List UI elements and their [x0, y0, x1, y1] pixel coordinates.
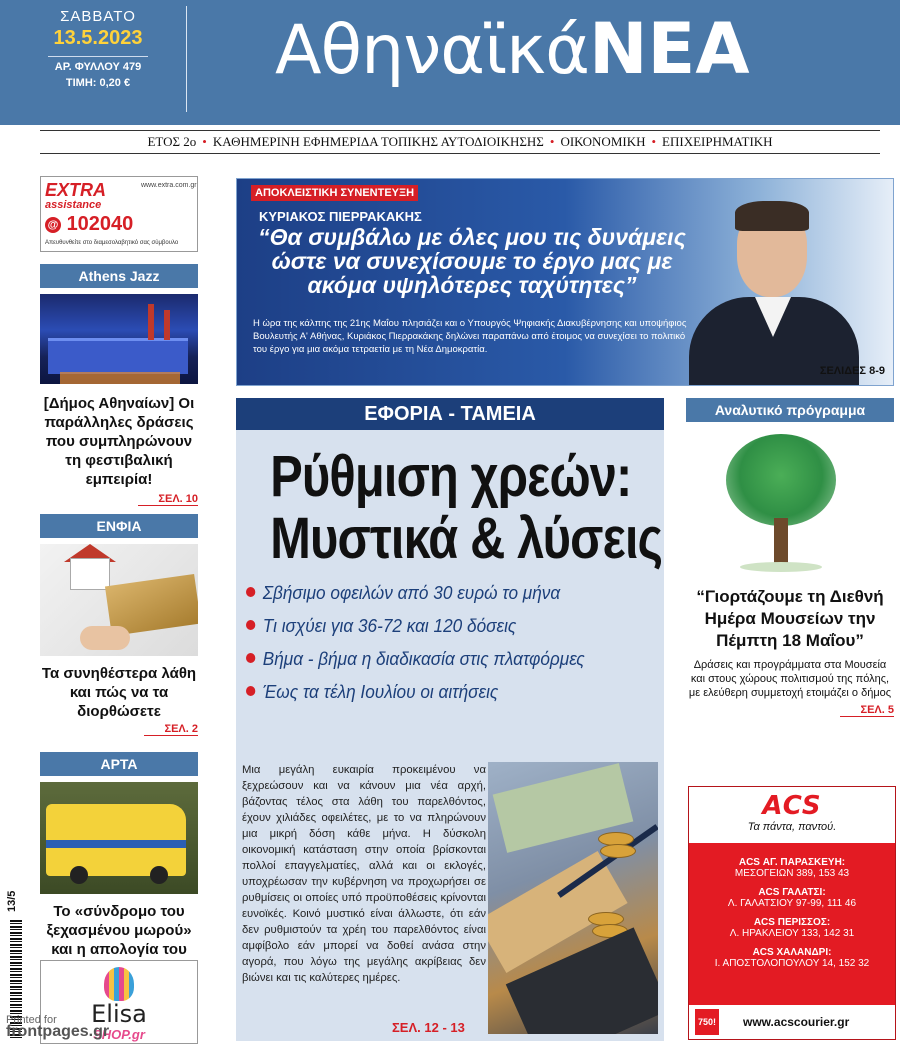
acs-slogan: Τα πάντα, παντού. [747, 821, 837, 833]
issue-number: ΑΡ. ΦΥΛΛΟΥ 479 [54, 61, 142, 73]
store-address: Λ. ΓΑΛΑΤΣΙΟΥ 97-99, 111 46 [727, 898, 857, 909]
interview-body: Η ώρα της κάλπης της 21ης Μαΐου πλησιάζει και ο Υπουργός Ψηφιακής Διακυβέρνησης και υποψήφιος Βουλευτής Α' Αθήνας, Κυριάκος Πιερρακάκης δηλώνει παραπάνω από έτοιμος να συνεχίσει το πολιτικό του έργο για μια ακόμα τετραετία με τη Νέα Δημοκρατία. [253, 318, 687, 355]
date-divider [48, 56, 148, 57]
store-address: Ι. ΑΠΟΣΤΟΛΟΠΟΥΛΟΥ 14, 152 32 [714, 958, 870, 969]
store-name: ACS ΓΑΛΑΤΣΙ: [758, 887, 826, 898]
acs-footer [689, 1005, 895, 1039]
section-header: Athens Jazz [40, 264, 198, 288]
section-header: ΕΝΦΙΑ [40, 514, 198, 538]
issue-price: ΤΙΜΗ: 0,20 € [65, 77, 131, 89]
bullet-item [246, 609, 635, 642]
page-ref-text: ΣΕΛ. 2 [144, 723, 198, 736]
tree-trunk [774, 518, 788, 564]
wheel-shape [70, 866, 88, 884]
store-name: ACS ΑΓ. ΠΑΡΑΣΚΕΥΗ: [738, 857, 846, 868]
page-ref [40, 723, 198, 735]
acs-header [689, 787, 895, 843]
bullet-item [246, 576, 635, 609]
story-title: [Δήμος Αθηναίων] Οι παράλληλες δράσεις που συμπληρώνουν τη φεστιβαλική εμπειρία! [43, 395, 195, 488]
light-glow [60, 372, 180, 384]
section-header: Αναλυτικό πρόγραμμα [686, 398, 894, 422]
bullet-icon: • [549, 134, 555, 149]
ad-phone [45, 213, 193, 236]
tree-ground [740, 562, 822, 572]
headline-line-1: Ρύθμιση χρεών: [270, 444, 632, 509]
page-ref-text: ΣΕΛ. 10 [138, 493, 198, 506]
acs-badge: 750! [695, 1009, 719, 1035]
ambulance-stripe [46, 840, 186, 848]
bullet-text: Σβήσιμο οφειλών από 30 ευρώ το μήνα [262, 582, 561, 603]
wheel-shape [150, 866, 168, 884]
watermark-line1: Printed for [6, 1014, 57, 1026]
elisa-shop: SHOP.gr [93, 1027, 145, 1042]
acs-logo: ACS [762, 791, 822, 821]
masthead [0, 0, 900, 125]
issue-day: ΣΑΒΒΑΤΟ [60, 8, 136, 25]
bullet-item [246, 675, 635, 708]
acs-website-link[interactable]: www.acscourier.gr [743, 1015, 850, 1029]
page-ref [40, 493, 198, 505]
tree-illustration [686, 428, 894, 578]
bullet-text: Έως τα τέλη Ιουλίου οι αιτήσεις [262, 681, 499, 702]
extra-assistance-ad[interactable] [40, 176, 198, 252]
interviewee-name: ΚΥΡΙΑΚΟΣ ΠΙΕΡΡΑΚΑΚΗΣ [259, 209, 422, 224]
interview-quote: “Θα συμβάλω με όλες μου τις δυνάμεις ώστε να συνεχίσουμε το έργο μας με ακόμα υψηλότερες ταχύτητες” [258, 224, 686, 298]
chimney-shape [148, 304, 154, 340]
main-story[interactable] [236, 398, 664, 1041]
headline-line-2: Μυστικά & λύσεις [270, 506, 663, 571]
story-body: Μια μεγάλη ευκαιρία προκειμένου να ξεχρεώσουν και να κάνουν μια νέα αρχή, βάζοντας τέλος στα λάθη του παρελθόντος, έχουν χιλιάδες οφειλέτες, με το να πληρώνουν μια μικρή δόση κάθε μήνα. Η δύσκολη οικονομική κατάσταση στην οποία βρίσκονται πολλοί επαγγελματίες, αλλά και οι εκλογές, υποχρέωσαν την κυβέρνηση να προχωρήσει σε ρυθμίσεις οι οποίες υπό προϋποθέσεις κρίνονται ευνοϊκές. Κοινό μυστικό είναι άλλωστε, ότι εάν δεν ρυθμιστούν τα χρέη του παρελθόντος είναι αμφίβολο εάν μπορεί να δοθεί ανάσα στην αγορά, που λόγω της μεγάλης ακρίβειας δεν βιώνει και τις καλύτερες ημέρες. [242, 764, 486, 984]
bullet-icon [246, 620, 255, 630]
house-shape [70, 558, 110, 590]
portrait-photo [689, 189, 859, 385]
story-title: Τα συνηθέστερα λάθη και πώς να τα διορθώσετε [41, 665, 197, 720]
page-ref: ΣΕΛ. 12 - 13 [392, 1020, 465, 1035]
bullet-icon: • [651, 134, 657, 149]
masthead-divider [186, 6, 187, 112]
store-name: ACS ΧΑΛΑΝΔΡΙ: [752, 947, 832, 958]
logo-word-athinaika: Αθηναϊκά [275, 11, 589, 90]
bullet-text: Τι ισχύει για 36-72 και 120 δόσεις [262, 615, 517, 636]
watermark-line2: frontpages.gr [6, 1023, 110, 1040]
building-shape [48, 338, 188, 374]
ad-phone-number: 102040 [66, 213, 134, 235]
elisa-name: Elisa [91, 1000, 147, 1028]
jazz-venue-image [40, 294, 198, 384]
exclusive-tag: ΑΠΟΚΛΕΙΣΤΙΚΗ ΣΥΝΕΝΤΕΥΞΗ [251, 185, 418, 201]
store-name: ACS ΠΕΡΙΣΣΟΣ: [753, 917, 831, 928]
vertical-date: 13/5 [6, 890, 18, 912]
issue-date: 13.5.2023 [53, 27, 143, 49]
tagline-type: ΚΑΘΗΜΕΡΙΝΗ ΕΦΗΜΕΡΙΔΑ ΤΟΠΙΚΗΣ ΑΥΤΟΔΙΟΙΚΗΣΗΣ [212, 134, 544, 149]
tagline-bar [40, 130, 880, 154]
hot-air-balloon-icon [104, 967, 134, 1001]
story-description: Δράσεις και προγράμματα στα Μουσεία και στους χώρους πολιτισμού της πόλης, με ελεύθερη συμμετοχή ετοιμάζει ο δήμος [688, 659, 892, 699]
enfia-image [40, 544, 198, 656]
section-header: ΑΡΤΑ [40, 752, 198, 776]
date-box [42, 6, 154, 110]
story-title: “Γιορτάζουμε τη Διεθνή Ημέρα Μουσείων την Πέμπτη 18 Μαΐου” [696, 587, 884, 650]
story-enfia[interactable] [40, 514, 198, 735]
logo-word-nea: ΝΕΑ [588, 8, 750, 90]
story-bullets [236, 576, 664, 708]
store-address: ΜΕΣΟΓΕΙΩΝ 389, 153 43 [734, 868, 850, 879]
tagline-year: ΕΤΟΣ 2ο [147, 134, 197, 149]
story-title: Το «σύνδρομο του ξεχασμένου μωρού» και η απολογία του [46, 903, 192, 958]
story-museums[interactable] [686, 398, 894, 716]
watermark [6, 1014, 109, 1038]
bullet-icon: • [202, 134, 207, 149]
bullet-icon [246, 653, 255, 663]
money-calculator-photo [488, 762, 658, 1034]
bullet-icon [246, 587, 255, 597]
ad-brand: EXTRA [45, 180, 107, 200]
hand-shape [80, 626, 130, 650]
phone-icon: @ [45, 217, 61, 233]
interview-banner[interactable] [236, 178, 894, 386]
tagline-economic: ΟΙΚΟΝΟΜΙΚΗ [560, 134, 646, 149]
acs-courier-ad[interactable] [688, 786, 896, 1040]
ad-brand-sub: assistance [45, 199, 102, 211]
story-kicker: ΕΦΟΡΙΑ - ΤΑΜΕΙΑ [236, 398, 664, 430]
bullet-icon [246, 686, 255, 696]
page-ref-text: ΣΕΛ. 5 [840, 704, 894, 717]
ad-footer: Απευθυνθείτε στο διαμεσολαβητικό σας σύμβουλο [45, 240, 179, 246]
coin-shape [600, 844, 636, 858]
ad-website: www.extra.com.gr [141, 182, 197, 189]
bullet-text: Βήμα - βήμα η διαδικασία στις πλατφόρμες [262, 648, 585, 669]
story-arta[interactable] [40, 752, 198, 990]
tree-canopy [726, 434, 836, 526]
tagline-business: ΕΠΙΧΕΙΡΗΜΑΤΙΚΗ [662, 134, 773, 149]
acs-store-list [689, 849, 895, 969]
chimney-shape [164, 310, 170, 340]
ambulance-image [40, 782, 198, 894]
page-ref [686, 704, 894, 716]
bullet-item [246, 642, 635, 675]
hair-shape [735, 201, 809, 231]
story-athens-jazz[interactable] [40, 264, 198, 505]
newspaper-logo[interactable] [275, 8, 750, 108]
page-ref: ΣΕΛΙΔΕΣ 8-9 [819, 365, 885, 377]
store-address: Λ. ΗΡΑΚΛΕΙΟΥ 133, 142 31 [729, 928, 855, 939]
